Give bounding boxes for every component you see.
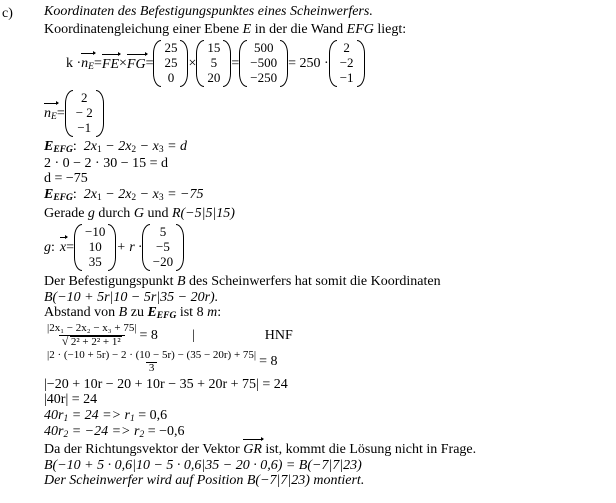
n-row2: − 2 [75, 105, 93, 121]
equals-2: = [145, 56, 154, 72]
absolute-simplified: |40r| = 24 [44, 392, 98, 408]
coordinates-intro-b: des Scheinwerfers hat somit die Koordinaten [185, 274, 441, 290]
line-g-colon: : [51, 239, 55, 255]
solution-content [44, 4, 614, 489]
n-row3: −1 [77, 120, 92, 136]
n-row1: 2 [81, 90, 88, 106]
vec1-row1: 25 [164, 40, 178, 56]
plane-expr4: = d [163, 138, 188, 154]
intro-text-2: in der die Wand [251, 21, 347, 37]
r1-mid: = 24 => r [68, 407, 130, 423]
vector-GR: GR [243, 442, 262, 458]
normal-vector-symbol [81, 55, 94, 72]
vec4-row1: 2 [343, 40, 350, 56]
column-vector-4 [329, 40, 365, 87]
distance-E-sub: EFG [156, 311, 177, 322]
paren-right [223, 40, 231, 87]
hnf-numerator-1: |2x₁ − 2x₂ − x₃ + 75| [47, 322, 137, 335]
plane-label-sub: EFG [53, 144, 73, 155]
r1-sub: 1 [130, 413, 135, 424]
sqrt-icon [62, 336, 122, 349]
n-letter-2: n [44, 105, 51, 121]
reasoning-a: Da der Richtungsvektor der Vektor [44, 442, 244, 458]
hnf-equals-1: = 8 [139, 328, 158, 344]
support-row2: 10 [88, 239, 102, 255]
plane-colon: : [72, 138, 77, 154]
paren-left [65, 90, 73, 137]
support-row3: 35 [88, 254, 102, 270]
hnf-fraction-1 [44, 323, 140, 349]
paren-left [196, 40, 204, 87]
absolute-expanded: |−20 + 10r − 20 + 10r − 35 + 20r + 75| = 24 [44, 376, 288, 392]
paren-right [176, 224, 184, 271]
distance-text-d: : [217, 305, 222, 321]
paren-left [142, 224, 150, 271]
point-B-computed: B(−10 + 5 · 0,6|10 − 5 · 0,6|35 − 20 · 0,6) = B(−7|7|23) [44, 457, 362, 473]
vec2-row2: 5 [210, 55, 218, 71]
vec2-row3: 20 [207, 70, 221, 86]
distance-text-a: Abstand von [44, 305, 119, 321]
point-B-parametric: B(−10 + 5r|10 − 5r|35 − 20r). [44, 289, 219, 305]
d-value: d = −75 [44, 171, 88, 187]
line-g-label: g [44, 239, 51, 255]
line-g-equals: = [66, 239, 75, 255]
vector-FG: FG [126, 56, 146, 72]
plane-label: E [44, 138, 54, 154]
intro-line [44, 22, 614, 38]
distance-text-c: ist 8 [176, 305, 208, 321]
coordinates-intro-a: Der Befestigungspunkt [44, 274, 177, 290]
r2-sub: 2 [139, 430, 145, 441]
plane-x3: 3 [158, 144, 164, 155]
point-R: R(−5|5|15) [171, 205, 235, 221]
hnf-separator: | [191, 328, 195, 344]
plane-expr-r: 2x [83, 186, 97, 202]
paren-left [239, 40, 247, 87]
normal-column-vector [65, 90, 104, 137]
line-g-text1: Gerade [44, 205, 88, 221]
cross-symbol-1: × [119, 56, 127, 72]
coordinates-intro [44, 274, 614, 290]
paren-right [108, 224, 116, 271]
hnf-denominator-2: 3 [146, 362, 158, 375]
n-letter: n [81, 56, 89, 72]
line-g-text3: und [143, 205, 172, 221]
direction-vector [142, 224, 184, 271]
plane-label-2: E [44, 186, 54, 202]
paren-left [153, 40, 161, 87]
vector-FE: FE [101, 56, 119, 72]
n-subscript: E [88, 62, 94, 73]
line-g-equation [44, 224, 614, 271]
plane-expr2-r: − 2x [101, 186, 132, 202]
plus-r-factor: + r · [116, 239, 142, 255]
plane-equation-d [44, 139, 614, 156]
normal-vector-equation [44, 90, 614, 137]
equals-3: = [231, 56, 240, 72]
hnf-denominator-1 [59, 335, 125, 349]
n-subscript-2: E [51, 111, 57, 122]
equals-1: = [93, 56, 102, 72]
point-B-label: B [176, 274, 186, 290]
line-g-symbol: g [87, 205, 95, 221]
vec4-row3: −1 [339, 70, 354, 86]
k-factor: k · [66, 56, 82, 72]
plane-x2: 2 [131, 144, 137, 155]
cross-product-equation [66, 40, 614, 87]
paren-right [96, 90, 104, 137]
plane-expr2: − 2x [101, 138, 132, 154]
plane-label-sub-2: EFG [53, 192, 73, 203]
plane-x2-r: 2 [131, 192, 137, 203]
r2-mid: = −24 => r [68, 424, 140, 440]
vec3-row2: −500 [250, 55, 278, 71]
solution-r1 [44, 408, 614, 425]
support-row1: −10 [85, 224, 106, 240]
support-vector [74, 224, 116, 271]
hnf-label: HNF [264, 328, 293, 344]
direction-row2: −5 [156, 239, 170, 255]
vec1-row3: 0 [167, 70, 175, 86]
line-g-text2: durch [94, 205, 134, 221]
plane-expr: 2x [83, 138, 97, 154]
solution-r2 [44, 424, 614, 441]
r1-lhs-sub: 1 [63, 413, 69, 424]
point-G: G [133, 205, 144, 221]
column-vector-3 [239, 40, 288, 87]
intro-text-1: Koordinatengleichung einer Ebene [44, 21, 243, 37]
paren-right [280, 40, 288, 87]
plane-x3-r: 3 [158, 192, 164, 203]
r2-lhs: 40r [44, 424, 64, 440]
direction-row1: 5 [159, 224, 167, 240]
paren-right [357, 40, 365, 87]
problem-title [44, 4, 614, 20]
direction-row3: −20 [152, 254, 174, 270]
problem-title-text: Koordinaten des Befestigungspunktes eines Scheinwerfers. [44, 4, 373, 19]
column-vector-2 [196, 40, 231, 87]
vec4-row2: −2 [339, 55, 354, 71]
paren-left [329, 40, 337, 87]
vec3-row3: −250 [250, 70, 278, 86]
vec1-row2: 25 [164, 55, 178, 71]
d-calculation: 2 · 0 − 2 · 30 − 15 = d [44, 155, 169, 171]
equals-n: = [56, 105, 65, 121]
r1-value: = 0,6 [134, 407, 168, 423]
reasoning-b: ist, kommt die Lösung nicht in Frage. [261, 442, 477, 458]
paren-right [180, 40, 188, 87]
paren-left [74, 224, 82, 271]
line-g-description [44, 206, 614, 222]
plane-expr3-r: − x [136, 186, 159, 202]
intro-text-3: liegt: [373, 21, 407, 37]
plane-expr3: − x [136, 138, 159, 154]
position-vector-x: x [59, 240, 67, 256]
distance-unit: m [207, 305, 218, 321]
r1-lhs: 40r [44, 407, 64, 423]
r2-lhs-sub: 2 [63, 430, 69, 441]
vec2-row1: 15 [207, 40, 221, 56]
hnf-fraction-2 [44, 350, 259, 375]
intro-wall-EFG: EFG [346, 21, 374, 37]
final-answer: Der Scheinwerfer wird auf Position B(−7|7|23) montiert. [44, 473, 365, 489]
direction-reasoning [44, 441, 614, 458]
plane-colon-2: : [72, 186, 77, 202]
hnf-numerator-2: |2 · (−10 + 5r) − 2 · (10 − 5r) − (35 − 20r) + 75| [47, 348, 257, 361]
distance-text-b: zu [127, 305, 148, 321]
distance-E: E [147, 305, 157, 321]
normal-vector-symbol-2 [44, 105, 57, 122]
plane-x1: 1 [97, 144, 102, 155]
plane-equation-result [44, 187, 614, 204]
hnf-equals-2: = 8 [259, 354, 278, 370]
distance-B: B [118, 305, 128, 321]
plane-result: = −75 [163, 186, 204, 202]
r2-value: = −0,6 [144, 424, 185, 440]
hnf-equation-2 [44, 350, 614, 375]
cross-symbol-2: × [188, 56, 197, 72]
sqrt-radicand-1: 2² + 2² + 1² [70, 335, 121, 348]
equals-4: = 250 · [288, 56, 329, 72]
plane-x1-r: 1 [97, 192, 102, 203]
hnf-equation-1 [44, 323, 614, 349]
column-vector-1 [153, 40, 188, 87]
problem-marker: c) [2, 6, 13, 21]
intro-plane-E: E [242, 21, 252, 37]
distance-condition [44, 305, 614, 322]
vec3-row1: 500 [253, 40, 274, 56]
